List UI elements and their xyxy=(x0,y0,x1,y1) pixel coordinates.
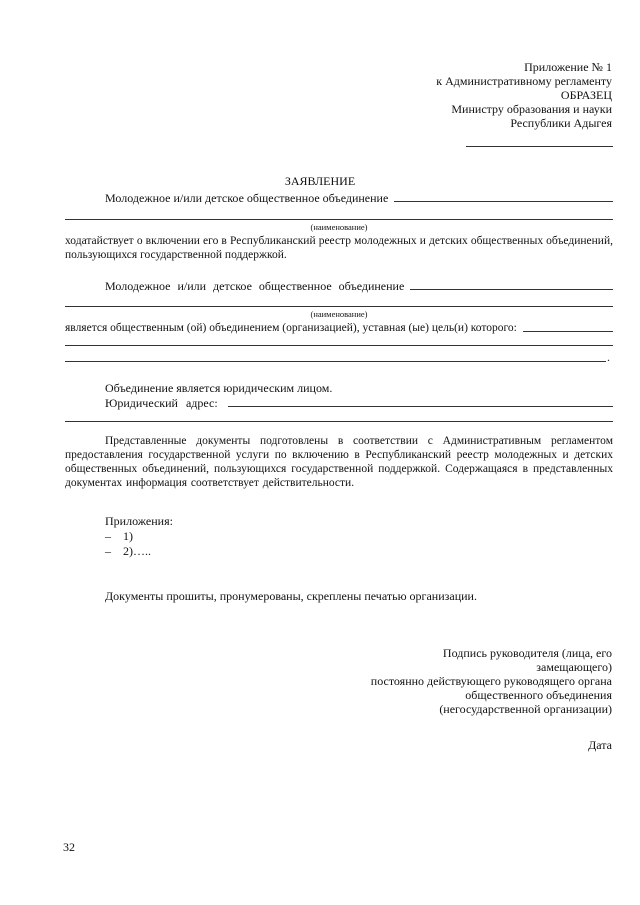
signature-block xyxy=(292,646,612,716)
documents-statement: Представленные документы подготовлены в соответствии с Административным регламентом предоставления государственной услуги по включению в Республиканский реестр молодежных и детских общественных объединений, пользующихся государственной поддержкой. Содержащаяся в представленных документах информация соответствует действительности. xyxy=(65,435,613,489)
section1-label: Молодежное и/или детское общественное объединение xyxy=(105,191,389,205)
page-number: 32 xyxy=(63,840,75,854)
attachment-item-1 xyxy=(105,529,133,543)
attachment-item-2-label: 2)….. xyxy=(123,544,151,558)
signature-line-3: постоянно действующего руководящего органа xyxy=(370,674,612,688)
legal-entity-statement: Объединение является юридическим лицом. xyxy=(105,381,333,395)
attachment-item-2 xyxy=(105,544,151,558)
appendix-regulation: к Административному регламенту xyxy=(436,74,612,88)
address-label: Юридический адрес: xyxy=(105,396,218,410)
section1-caption: (наименование) xyxy=(310,222,368,232)
addressee-ministry: Министру образования и науки xyxy=(451,102,612,116)
signature-line-1: Подпись руководителя (лица, его xyxy=(442,646,612,660)
appendix-number: Приложение № 1 xyxy=(524,60,612,74)
section2-label: Молодежное и/или детское общественное объединение xyxy=(105,279,405,293)
section1-name-field[interactable] xyxy=(394,201,613,202)
section1-text: ходатайствует о включении его в Республиканский реестр молодежных и детских общественных объединений, пользующихся государственной поддержкой. xyxy=(65,235,613,261)
signature-line-4: общественного объединения xyxy=(465,688,612,702)
section2-period: . xyxy=(607,350,610,364)
section2-goals-field[interactable] xyxy=(523,331,613,332)
section2-name-line[interactable] xyxy=(65,306,613,307)
dash-icon: – xyxy=(105,544,111,558)
address-row xyxy=(105,396,613,410)
section1-name-line[interactable] xyxy=(65,219,613,220)
section2-goals-line-1[interactable] xyxy=(65,345,613,346)
address-field[interactable] xyxy=(228,406,613,407)
date-label: Дата xyxy=(588,738,612,752)
signature-line-5: (негосударственной организации) xyxy=(439,702,612,716)
attachment-item-1-label: 1) xyxy=(123,529,133,543)
document-title: ЗАЯВЛЕНИЕ xyxy=(284,174,356,188)
section2-text-row xyxy=(65,321,613,335)
attachments-title: Приложения: xyxy=(105,514,173,528)
section2-goals-line-2[interactable] xyxy=(65,361,606,362)
addressee-republic: Республики Адыгея xyxy=(510,116,612,130)
address-line-2[interactable] xyxy=(65,421,613,422)
section2-caption: (наименование) xyxy=(310,309,368,319)
section2-label-row xyxy=(105,279,613,293)
section2-name-field[interactable] xyxy=(410,289,613,290)
header-block xyxy=(312,60,612,130)
section1-label-row xyxy=(105,191,613,205)
signature-line-2: замещающего) xyxy=(536,660,612,674)
sample-label: ОБРАЗЕЦ xyxy=(560,88,612,102)
section2-text: является общественным (ой) объединением (организацией), уставная (ые) цель(и) которого: xyxy=(65,322,517,334)
header-signature-line xyxy=(466,146,613,147)
dash-icon: – xyxy=(105,529,111,543)
documents-note: Документы прошиты, пронумерованы, скреплены печатью организации. xyxy=(105,589,477,603)
